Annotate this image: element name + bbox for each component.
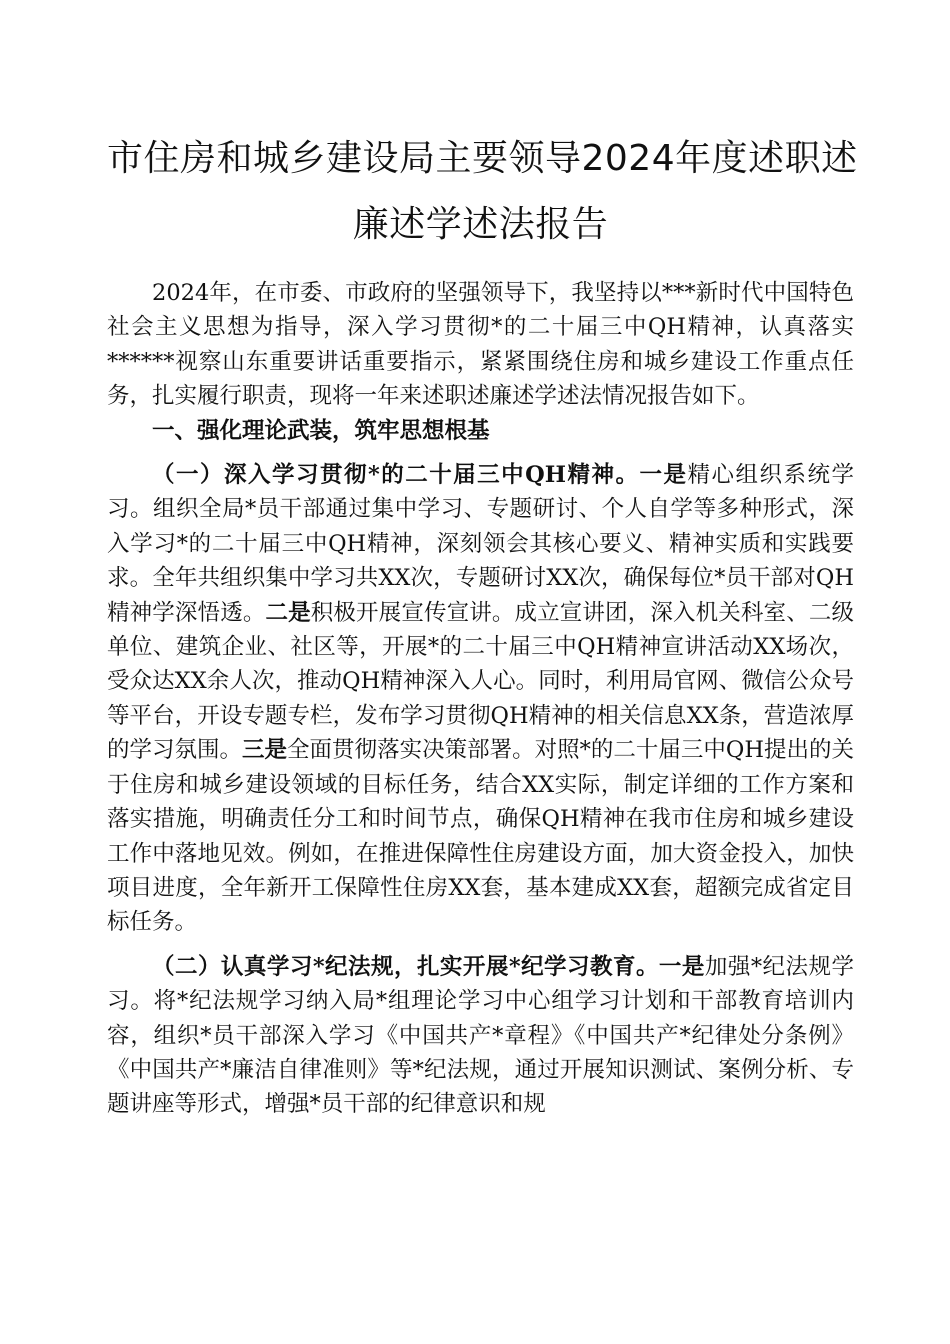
point-1-text: 精心组织系统学习。组织全局*员干部通过集中学习、专题研讨、个人自学等多种形式，深入学习*的二十届三中QH精神，深刻领会其核心要义、精神实质和实践要求。全年共组织集中学习共XX次，专题研讨XX次，确保每位*员干部对QH精神学深悟透。	[107, 462, 854, 626]
point-3-text: 全面贯彻落实决策部署。对照*的二十届三中QH提出的关于住房和城乡建设领域的目标任务，结合XX实际，制定详细的工作方案和落实措施，明确责任分工和时间节点，确保QH精神在我市住房和城乡建设工作中落地见效。例如，在推进保障性住房建设方面，加大资金投入，加快项目进度，全年新开工保障性住房XX套，基本建成XX套，超额完成省定目标任务。	[107, 737, 854, 936]
sub2-point-1-lead: 一是	[658, 953, 705, 980]
point-3-lead: 三是	[242, 737, 288, 764]
point-2-lead: 二是	[265, 599, 311, 626]
subsection-1-paragraph	[107, 458, 854, 940]
title-line-2: 廉述学述法报告	[352, 204, 609, 245]
subsection-2-heading: （二）认真学习*纪法规，扎实开展*纪学习教育。	[152, 953, 659, 980]
subsection-1-heading: （一）深入学习贯彻*的二十届三中QH精神。	[152, 462, 640, 489]
intro-paragraph: 2024年，在市委、市政府的坚强领导下，我坚持以***新时代中国特色社会主义思想为指导，深入学习贯彻*的二十届三中QH精神，认真落实******视察山东重要讲话重要指示，紧紧围绕住房和城乡建设工作重点任务，扎实履行职责，现将一年来述职述廉述学述法情况报告如下。	[107, 280, 854, 410]
subsection-2-paragraph	[107, 950, 854, 1122]
point-1-lead: 一是	[639, 462, 688, 489]
sub2-point-1-text: 加强*纪法规学习。将*纪法规学习纳入局*组理论学习中心组学习计划和干部教育培训内容，组织*员干部深入学习《中国共产*章程》《中国共产*纪律处分条例》《中国共产*廉洁自律准则》等*纪法规，通过开展知识测试、案例分析、专题讲座等形式，增强*员干部的纪律意识和规	[107, 953, 854, 1118]
title-line-1: 市住房和城乡建设局主要领导2024年度述职述	[107, 138, 858, 179]
document-body	[107, 276, 854, 1122]
point-2-text: 积极开展宣传宣讲。成立宣讲团，深入机关科室、二级单位、建筑企业、社区等，开展*的二十届三中QH精神宣讲活动XX场次，受众达XX余人次，推动QH精神深入人心。同时，利用局官网、微信公众号等平台，开设专题专栏，发布学习贯彻QH精神的相关信息XX条，营造浓厚的学习氛围。	[107, 599, 854, 764]
section-1-heading: 一、强化理论武装，筑牢思想根基	[152, 417, 490, 444]
document-title	[107, 126, 858, 258]
